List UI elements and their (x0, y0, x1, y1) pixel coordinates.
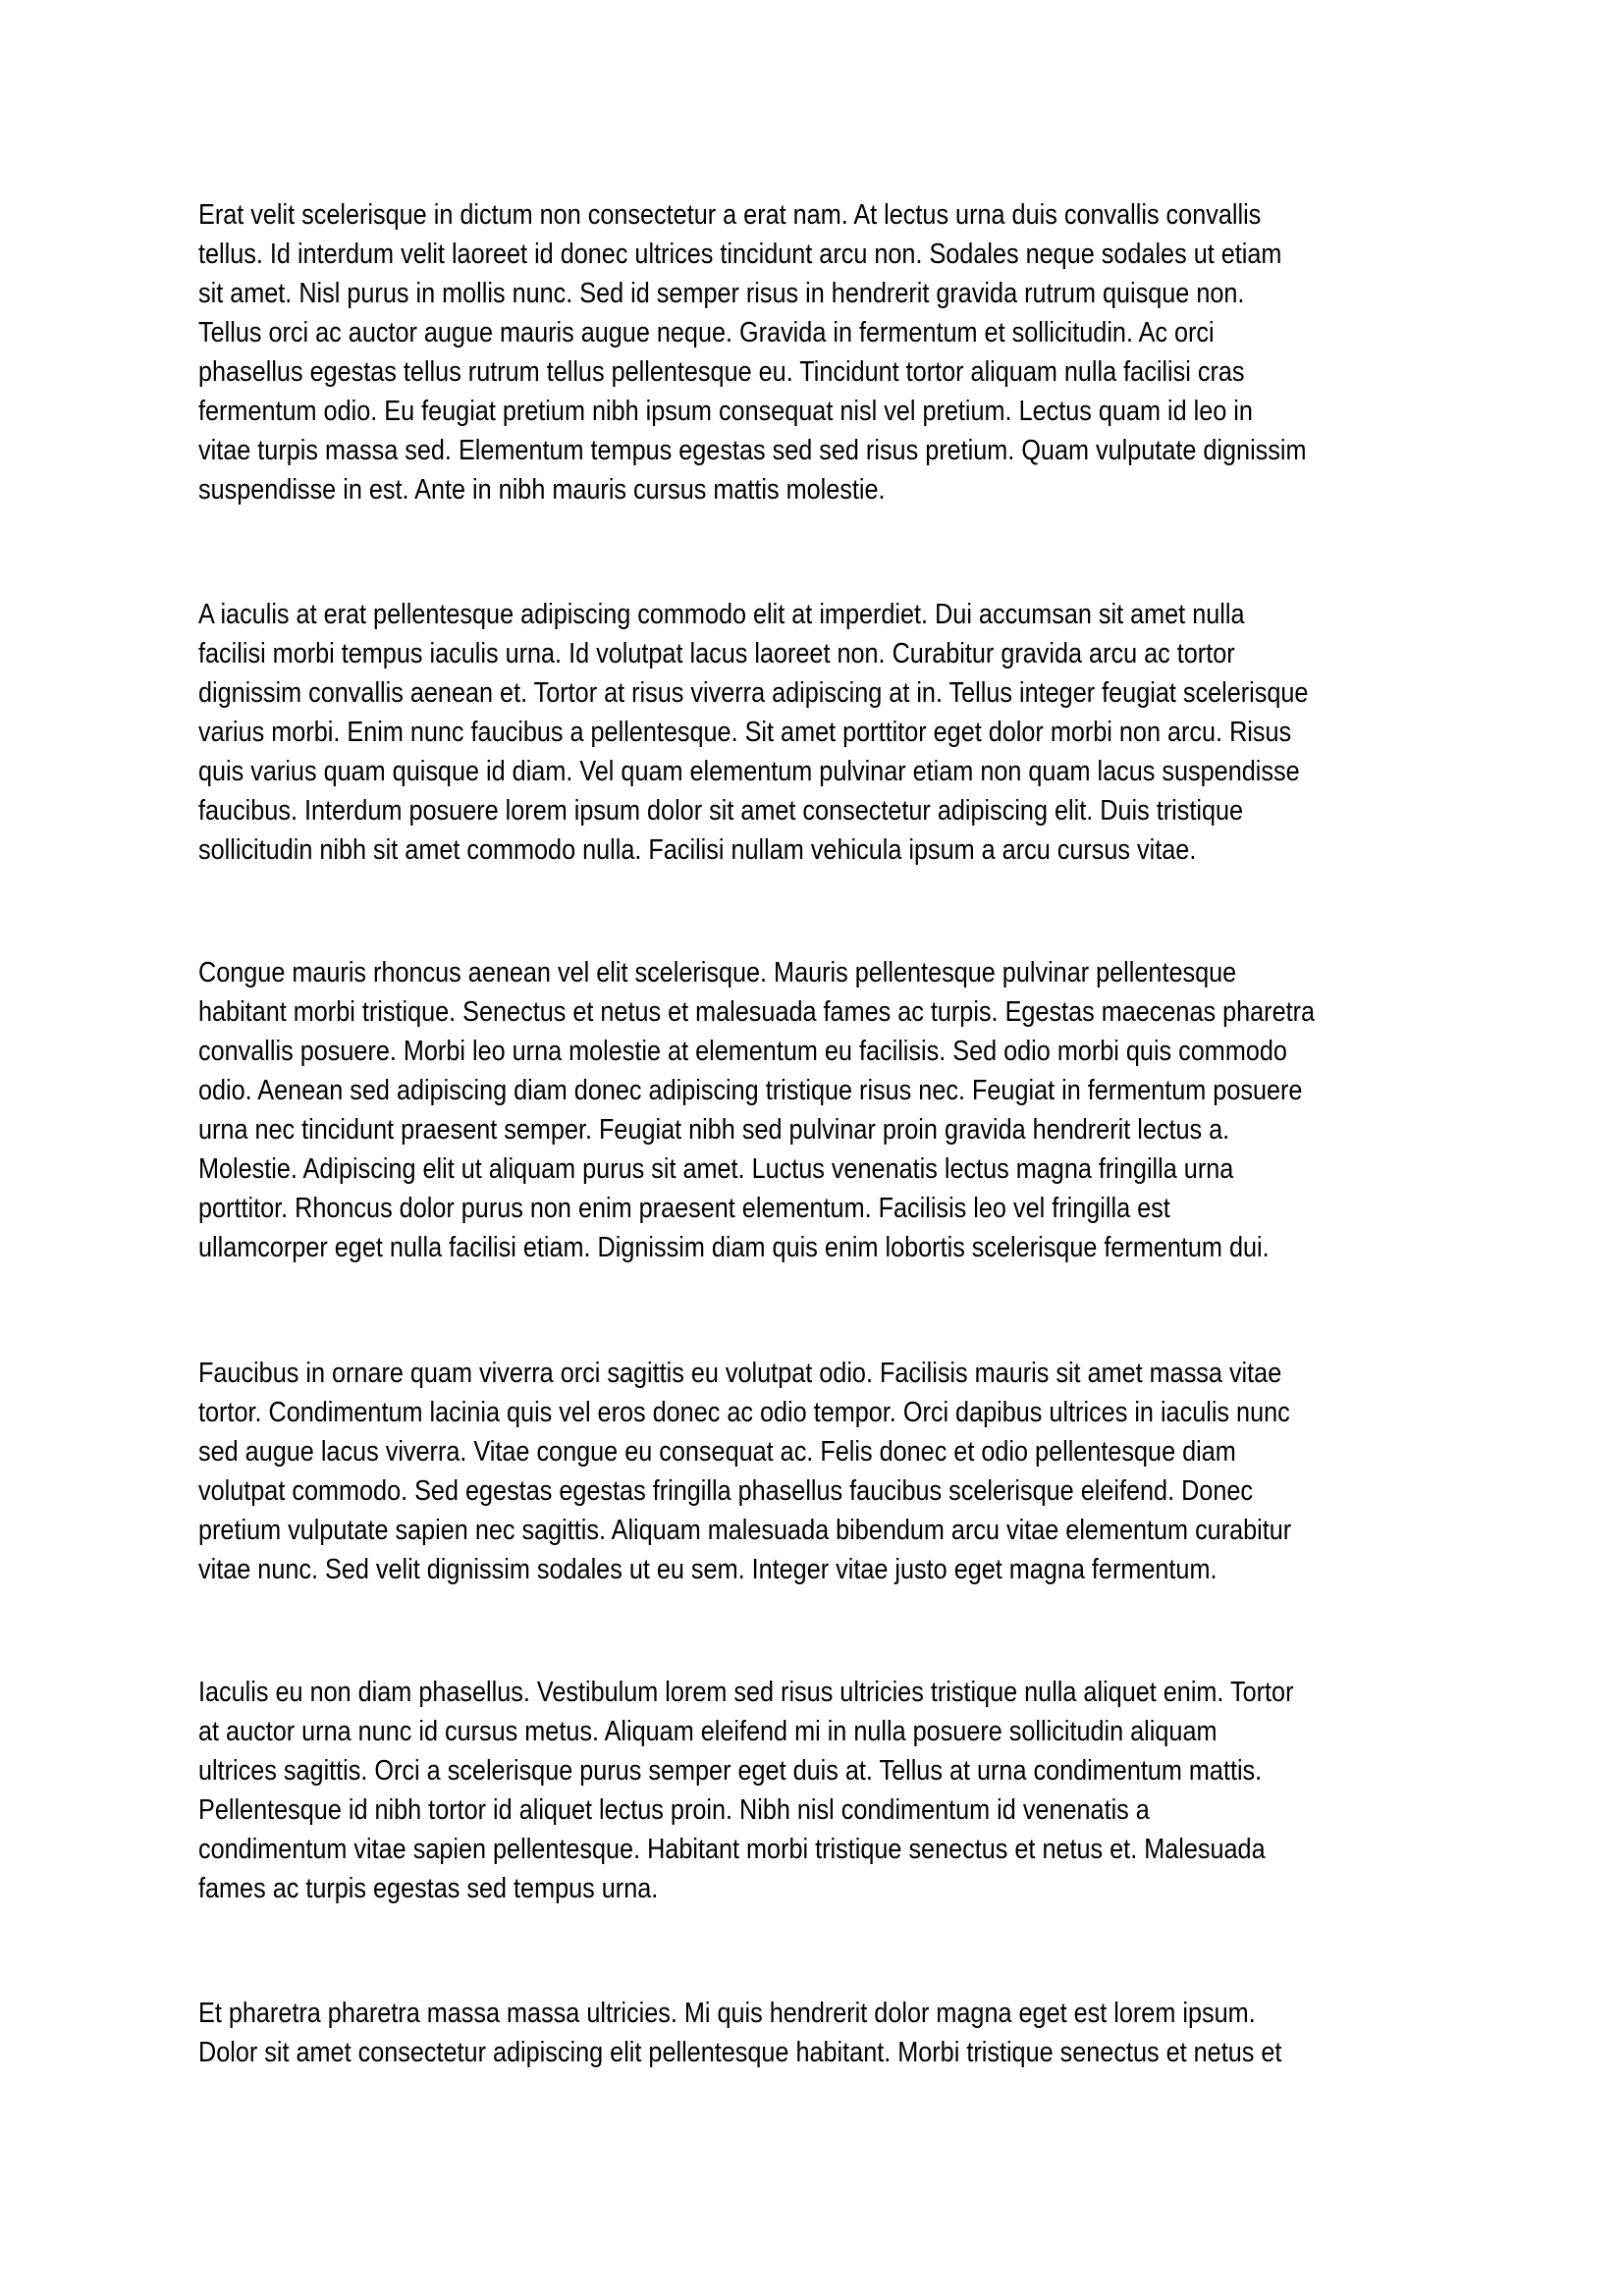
text-line: Molestie. Adipiscing elit ut aliquam purus sit amet. Luctus venenatis lectus magna fringilla urna (198, 1153, 1234, 1185)
text-line: suspendisse in est. Ante in nibh mauris cursus mattis molestie. (198, 474, 886, 506)
text-line: odio. Aenean sed adipiscing diam donec adipiscing tristique risus nec. Feugiat in fermentum posuere (198, 1075, 1303, 1106)
text-line: sed augue lacus viverra. Vitae congue eu consequat ac. Felis donec et odio pellentesque diam (198, 1436, 1236, 1468)
text-line: tellus. Id interdum velit laoreet id donec ultrices tincidunt arcu non. Sodales neque sodales ut etiam (198, 239, 1282, 270)
text-line: convallis posuere. Morbi leo urna molestie at elementum eu facilisis. Sed odio morbi quis commodo (198, 1036, 1287, 1067)
text-line: Pellentesque id nibh tortor id aliquet lectus proin. Nibh nisl condimentum id venenatis a (198, 1794, 1150, 1826)
text-line: Congue mauris rhoncus aenean vel elit scelerisque. Mauris pellentesque pulvinar pellentesque (198, 957, 1237, 988)
text-line: Et pharetra pharetra massa massa ultricies. Mi quis hendrerit dolor magna eget est lorem ipsum. (198, 1998, 1256, 2029)
text-line: Faucibus in ornare quam viverra orci sagittis eu volutpat odio. Facilisis mauris sit amet massa vitae (198, 1358, 1282, 1389)
text-line: Tellus orci ac auctor augue mauris augue neque. Gravida in fermentum et sollicitudin. Ac orci (198, 317, 1215, 348)
text-line: tortor. Condimentum lacinia quis vel eros donec ac odio tempor. Orci dapibus ultrices in iaculis nunc (198, 1397, 1290, 1428)
text-line: fermentum odio. Eu feugiat pretium nibh ipsum consequat nisl vel pretium. Lectus quam id leo in (198, 396, 1253, 427)
text-line: dignissim convallis aenean et. Tortor at risus viverra adipiscing at in. Tellus integer feugiat scelerisque (198, 677, 1309, 709)
text-line: A iaculis at erat pellentesque adipiscing commodo elit at imperdiet. Dui accumsan sit amet nulla (198, 599, 1245, 630)
text-line: pretium vulputate sapien nec sagittis. Aliquam malesuada bibendum arcu vitae elementum curabitur (198, 1515, 1292, 1546)
text-line: condimentum vitae sapien pellentesque. Habitant morbi tristique senectus et netus et. Malesuada (198, 1834, 1266, 1865)
text-line: sit amet. Nisl purus in mollis nunc. Sed id semper risus in hendrerit gravida rutrum quisque non. (198, 278, 1245, 309)
text-line: Dolor sit amet consectetur adipiscing elit pellentesque habitant. Morbi tristique senectus et netus et (198, 2037, 1282, 2068)
text-line: varius morbi. Enim nunc faucibus a pellentesque. Sit amet porttitor eget dolor morbi non arcu. Risus (198, 717, 1292, 748)
text-line: volutpat commodo. Sed egestas egestas fringilla phasellus faucibus scelerisque eleifend. Donec (198, 1475, 1253, 1507)
text-line: habitant morbi tristique. Senectus et netus et malesuada fames ac turpis. Egestas maecenas pharetra (198, 996, 1316, 1028)
text-line: vitae turpis massa sed. Elementum tempus egestas sed sed risus pretium. Quam vulputate dignissim (198, 435, 1307, 466)
text-line: quis varius quam quisque id diam. Vel quam elementum pulvinar etiam non quam lacus suspendisse (198, 756, 1300, 787)
text-line: urna nec tincidunt praesent semper. Feugiat nibh sed pulvinar proin gravida hendrerit lectus a. (198, 1114, 1230, 1146)
text-line: fames ac turpis egestas sed tempus urna. (198, 1873, 659, 1904)
text-line: Erat velit scelerisque in dictum non consectetur a erat nam. At lectus urna duis convallis convallis (198, 199, 1262, 231)
text-line: at auctor urna nunc id cursus metus. Aliquam eleifend mi in nulla posuere sollicitudin aliquam (198, 1716, 1218, 1747)
text-line: porttitor. Rhoncus dolor purus non enim praesent elementum. Facilisis leo vel fringilla est (198, 1193, 1170, 1224)
text-line: phasellus egestas tellus rutrum tellus pellentesque eu. Tincidunt tortor aliquam nulla facilisi cras (198, 356, 1245, 388)
text-line: vitae nunc. Sed velit dignissim sodales ut eu sem. Integer vitae justo eget magna fermentum. (198, 1554, 1218, 1585)
text-line: faucibus. Interdum posuere lorem ipsum dolor sit amet consectetur adipiscing elit. Duis tristique (198, 795, 1244, 827)
text-line: facilisi morbi tempus iaculis urna. Id volutpat lacus laoreet non. Curabitur gravida arcu ac tortor (198, 638, 1235, 669)
text-line: ultrices sagittis. Orci a scelerisque purus semper eget duis at. Tellus at urna condimentum mattis. (198, 1755, 1263, 1787)
text-line: Iaculis eu non diam phasellus. Vestibulum lorem sed risus ultricies tristique nulla aliquet enim. Tortor (198, 1677, 1294, 1708)
text-line: sollicitudin nibh sit amet commodo nulla. Facilisi nullam vehicula ipsum a arcu cursus vitae. (198, 834, 1197, 866)
text-line: ullamcorper eget nulla facilisi etiam. Dignissim diam quis enim lobortis scelerisque fermentum dui. (198, 1232, 1270, 1263)
